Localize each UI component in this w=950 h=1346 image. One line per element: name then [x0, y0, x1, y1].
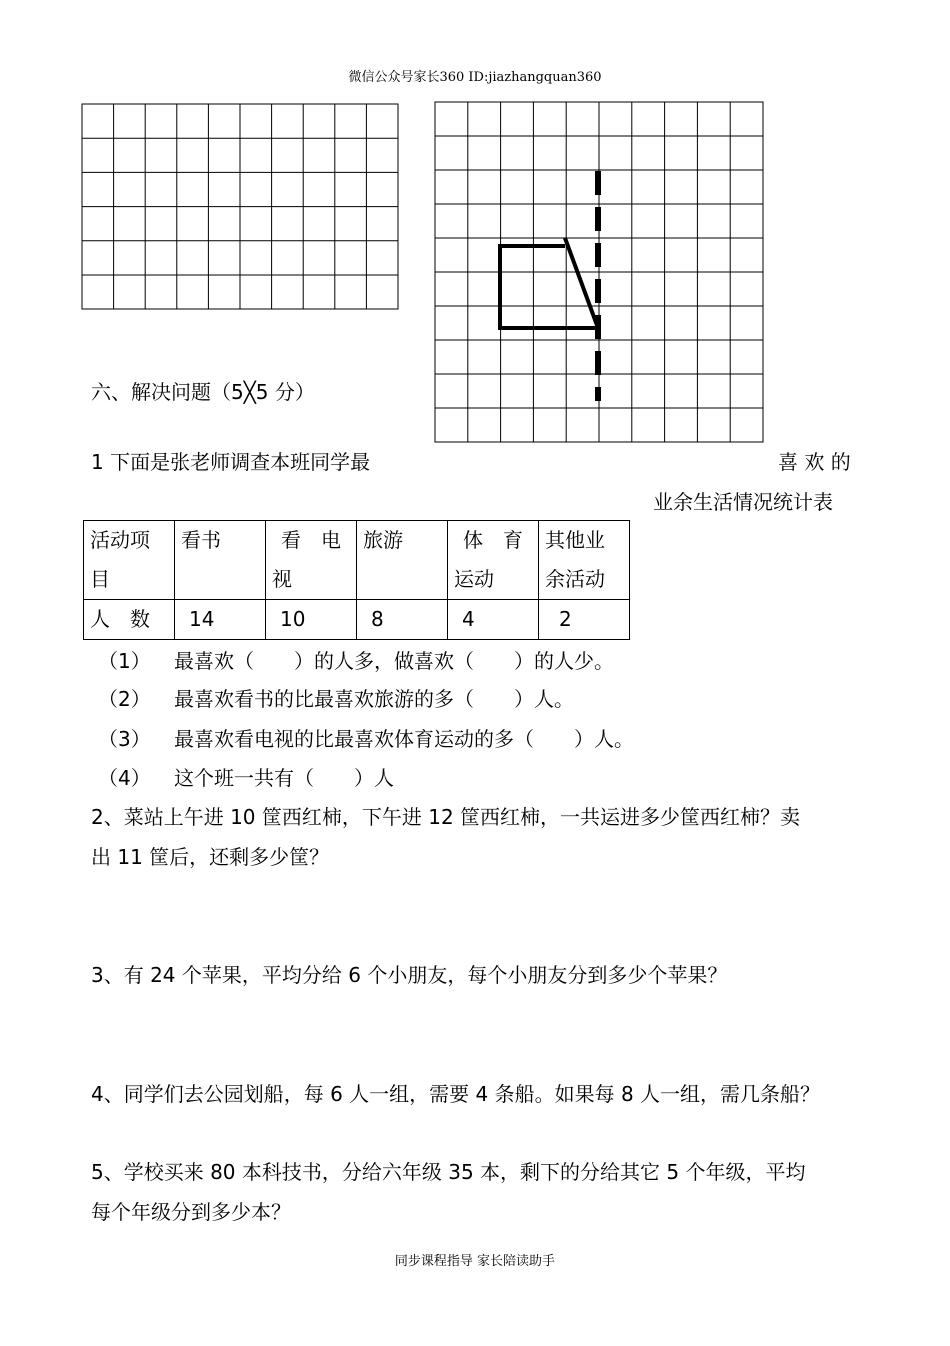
- empty-grid: [81, 103, 401, 313]
- table-cell: 4: [448, 600, 539, 640]
- half-shape: [500, 238, 598, 328]
- table-row: [84, 600, 630, 640]
- sub-question-4: 这个班一共有（ ）人: [174, 766, 394, 790]
- question-5-line2: 每个年级分到多少本？: [91, 1200, 291, 1224]
- table-cell: 其他业 余活动: [539, 521, 630, 600]
- question-5-line1: 5、学校买来 80 本科技书，分给六年级 35 本，剩下的分给其它 5 个年级，平均: [91, 1160, 806, 1184]
- sub-question-2: 最喜欢看书的比最喜欢旅游的多（ ）人。: [174, 687, 574, 711]
- sub-question-3: 最喜欢看电视的比最喜欢体育运动的多（ ）人。: [174, 727, 634, 751]
- table-cell: 14: [175, 600, 266, 640]
- question-4: 4、同学们去公园划船，每 6 人一组，需要 4 条船。如果每 8 人一组，需几条船？: [91, 1082, 821, 1106]
- table-cell: 10: [266, 600, 357, 640]
- table-cell: 看书: [175, 521, 266, 600]
- table-cell: 看 电 视: [266, 521, 357, 600]
- q1-intro-line2: 业余生活情况统计表: [653, 490, 833, 514]
- table-cell: 2: [539, 600, 630, 640]
- table-cell: 体 育 运动: [448, 521, 539, 600]
- sub-question-4-num: （4）: [98, 766, 151, 790]
- table-cell: 8: [357, 600, 448, 640]
- question-2-line1: 2、菜站上午进 10 筐西红柿，下午进 12 筐西红柿，一共运进多少筐西红柿？卖: [91, 805, 801, 829]
- q1-intro-left: 1 下面是张老师调查本班同学最: [91, 450, 371, 474]
- statistics-table: [83, 520, 630, 640]
- table-row-label: 人 数: [84, 600, 175, 640]
- section-title: 六、解决问题（5╳5 分）: [91, 380, 315, 404]
- table-cell: 活动项 目: [84, 521, 175, 600]
- page-header: 微信公众号家长360 ID:jiazhangquan360: [348, 70, 602, 85]
- sub-question-1: 最喜欢（ ）的人多，做喜欢（ ）的人少。: [174, 649, 614, 673]
- page-footer: 同步课程指导 家长陪读助手: [394, 1254, 556, 1269]
- table-header-row: [84, 521, 630, 600]
- q1-intro-right: 喜 欢 的: [778, 450, 851, 474]
- table-cell: 旅游: [357, 521, 448, 600]
- sub-question-3-num: （3）: [98, 727, 151, 751]
- symmetry-grid: [434, 101, 766, 445]
- question-3: 3、有 24 个苹果，平均分给 6 个小朋友，每个小朋友分到多少个苹果？: [91, 963, 728, 987]
- sub-question-1-num: （1）: [98, 649, 151, 673]
- question-2-line2: 出 11 筐后，还剩多少筐？: [91, 845, 330, 869]
- sub-question-2-num: （2）: [98, 687, 151, 711]
